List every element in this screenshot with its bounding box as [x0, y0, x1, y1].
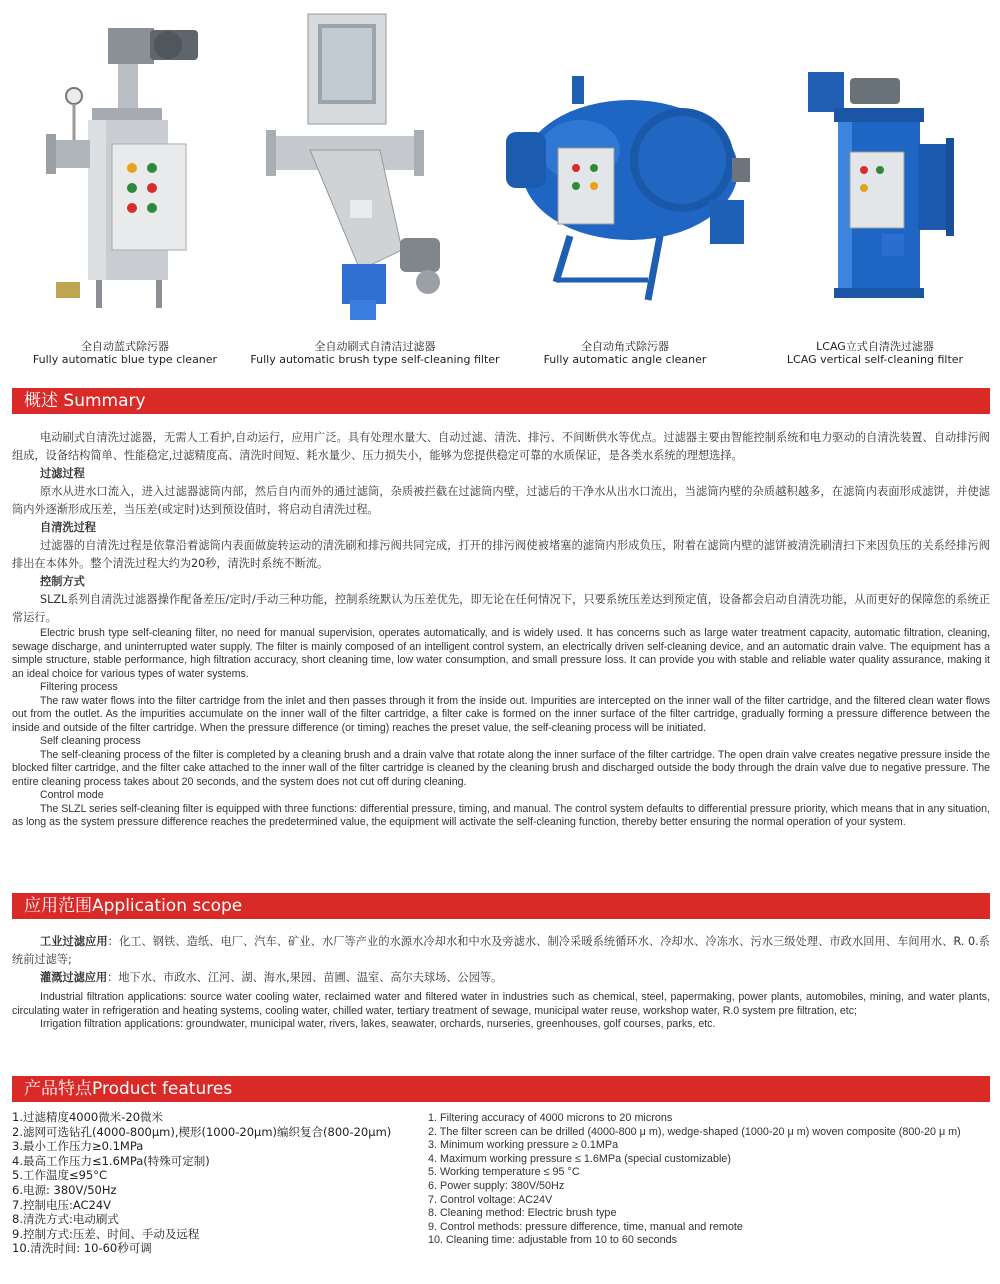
summary-en-filtering: The raw water flows into the filter cartridge from the inlet and then passes through it from the inside out. Impurities are intercepted on the inner wall of the filter cartridge, and the filtered clean water flows out from the outlet. As the impurities accumulate on the inner wall of the filter cartridge, a filter cake is formed on the inner surface of the filter cartridge, gradually forming a pressure difference between the inside and outside of the filter cartridge. When the pressure difference (or timing) reaches the preset value, the self-cleaning process will be initiated.: [12, 694, 990, 734]
product-1-name-en: Fully automatic blue type cleaner: [32, 353, 218, 366]
summary-en-heading-control: Control mode: [40, 789, 104, 801]
feature-zh-item: 4.最高工作压力≤1.6MPa(特殊可定制): [12, 1153, 210, 1168]
feature-en-item: 5. Working temperature ≤ 95 °C: [428, 1166, 580, 1179]
product-3-name-zh: 全自动角式除污器: [581, 340, 669, 353]
application-body: [12, 933, 990, 1032]
product-1-image: [0, 0, 250, 340]
product-2-image: [250, 0, 500, 340]
application-en-irrigation: [12, 1018, 990, 1032]
summary-banner: 概述 Summary: [12, 388, 990, 414]
feature-zh-item: 10.清洗时间: 10-60秒可调: [12, 1241, 152, 1256]
application-zh-irrigation: [12, 969, 990, 987]
features-banner: 产品特点Product features: [12, 1076, 990, 1102]
feature-en-item: 7. Control voltage: AC24V: [428, 1193, 553, 1206]
product-4-name-en: LCAG vertical self-cleaning filter: [786, 353, 964, 366]
product-2: [250, 0, 500, 375]
product-1-name-zh: 全自动蓝式除污器: [81, 340, 169, 353]
summary-body: [12, 429, 990, 830]
feature-zh-item: 5.工作温度≤95°C: [12, 1168, 108, 1183]
feature-zh-item: 9.控制方式:压差、时间、手动及远程: [12, 1226, 200, 1241]
summary-zh-heading-filtering: 过滤过程: [40, 467, 85, 480]
features-zh-list: [12, 1110, 422, 1256]
feature-en-item: 6. Power supply: 380V/50Hz: [428, 1179, 565, 1192]
feature-en-item: 10. Cleaning time: adjustable from 10 to 60 seconds: [428, 1234, 678, 1247]
product-2-name-zh: 全自动刷式自清洁过滤器: [314, 340, 436, 353]
feature-en-item: 9. Control methods: pressure difference, time, manual and remote: [428, 1220, 743, 1233]
application-zh-irrigation-text: ：地下水、市政水、江河、湖、海水,果园、苗圃、温室、高尔夫球场、公园等。: [107, 971, 503, 984]
product-4-image: [750, 0, 1000, 340]
feature-zh-item: 6.电源: 380V/50Hz: [12, 1182, 117, 1197]
application-zh-irrigation-label: 灌溉过滤应用: [40, 971, 108, 984]
summary-en-heading-selfclean: Self cleaning process: [40, 735, 141, 747]
application-en-industrial-label: Industrial filtration applications: [40, 991, 184, 1003]
application-zh-industrial: [12, 933, 990, 969]
summary-zh-filtering: 原水从进水口流入，进入过滤器滤筒内部，然后自内而外的通过滤筒，杂质被拦截在过滤筒内壁，过滤后的干净水从出水口流出，当滤筒内壁的杂质越积越多，在滤筒内表面形成滤饼，并使滤筒内外逐渐形成压差，当压差(或定时)达到预设值时，将启动自清洗过程。: [12, 485, 990, 516]
application-en-irrigation-text: : groundwater, municipal water, rivers, lakes, seawater, orchards, nurseries, greenhouses, golf courses, parks, etc.: [180, 1018, 716, 1030]
application-zh-industrial-text: ：化工、钢铁、造纸、电厂、汽车、矿业、水厂等产业的水源水冷却水和中水及旁滤水、制冷采暖系统循环水、冷却水、冷冻水、污水三级处理、市政水回用、车间用水、R. 0.系统前过滤等;: [12, 935, 990, 966]
feature-zh-item: 7.控制电压:AC24V: [12, 1197, 112, 1212]
product-3-name-en: Fully automatic angle cleaner: [543, 353, 707, 366]
application-zh-industrial-label: 工业过滤应用: [40, 935, 108, 948]
product-1: [0, 0, 250, 375]
product-4: [750, 0, 1000, 375]
summary-zh-selfclean: 过滤器的自清洗过程是依靠沿着滤筒内表面做旋转运动的清洗刷和排污阀共同完成，打开的排污阀使被堵塞的滤筒内形成负压，附着在滤筒内壁的滤饼被清洗刷清扫下来因负压的关系经排污阀排出在本体外。整个清洗过程大约为20秒，清洗时系统不断流。: [12, 539, 990, 570]
summary-en-selfclean: The self-cleaning process of the filter is completed by a cleaning brush and a drain valve that rotate along the inner surface of the filter cartridge. The open drain valve creates negative pressure inside the blocked filter cartridge, and the filter cake attached to the inner wall of the filter cartridge is cleaned by the cleaning brush and discharged outside the body through the drain valve due to negative pressure. The entire cleaning process takes about 20 seconds, and the system does not cut off during cleaning.: [12, 748, 990, 788]
summary-en-control: The SLZL series self-cleaning filter is equipped with three functions: differential pressure, timing, and manual. The control system defaults to differential pressure priority, which means that in any situation, as long as the system pressure difference reaches the predetermined value, the equipment will activate the self-cleaning function, thereby better ensuring the normal operation of your system.: [12, 802, 990, 828]
summary-zh-intro: 电动刷式自清洗过滤器，无需人工看护,自动运行，应用广泛。具有处理水量大、自动过滤、清洗、排污、不间断供水等优点。过滤器主要由智能控制系统和电力驱动的自清洗装置、自动排污阀组成，设备结构简单、性能稳定,过滤精度高、清洗时间短、耗水量少、压力损失小，能够为您提供稳定可靠的水质保证，是各类水系统的理想选择。: [12, 431, 990, 462]
application-en-industrial: [12, 991, 990, 1018]
summary-zh-heading-control: 控制方式: [40, 575, 85, 588]
product-3-image: [500, 0, 750, 340]
product-3: [500, 0, 750, 375]
feature-zh-item: 1.过滤精度4000微米-20微米: [12, 1110, 164, 1124]
application-en-industrial-text: : source water cooling water, reclaimed water and filtered water in industries such as chemical, steel, papermaking, power plants, automobiles, mining, and water plants, circulating water in refrigeration and heating systems, cooling water, chilled water, tertiary treatment of sewage, municipal water reuse, workshop water, R.0 system pre filtration, etc;: [12, 991, 991, 1017]
feature-en-item: 2. The filter screen can be drilled (4000-800 μ m), wedge-shaped (1000-20 μ m) woven composite (800-20 μ m): [428, 1125, 961, 1138]
feature-en-item: 4. Maximum working pressure ≤ 1.6MPa (special customizable): [428, 1152, 731, 1165]
summary-zh-heading-selfclean: 自清洗过程: [40, 521, 96, 534]
features-en-list: [428, 1112, 990, 1248]
feature-en-item: 8. Cleaning method: Electric brush type: [428, 1207, 617, 1220]
summary-en-intro: Electric brush type self-cleaning filter, no need for manual supervision, operates automatically, and is widely used. It has concerns such as large water treatment capacity, automatic filtration, cleaning, sewage discharge, and uninterrupted water supply. The filter is mainly composed of an intelligent control system, an electrically driven self-cleaning device, and an automatic drain valve. The equipment has a simple structure, stable performance, high filtration accuracy, short cleaning time, low water consumption, and small pressure loss. It can provide you with stable and reliable water quality assurance, making it an ideal choice for various types of water systems.: [12, 627, 990, 680]
product-gallery: [0, 0, 1000, 375]
summary-zh-control: SLZL系列自清洗过滤器操作配备差压/定时/手动三种功能，控制系统默认为压差优先，即无论在任何情况下，只要系统压差达到预定值，设备都会启动自清洗功能，从而更好的保障您的系统正常运行。: [12, 593, 990, 624]
product-2-name-en: Fully automatic brush type self-cleaning filter: [250, 353, 500, 366]
feature-zh-item: 3.最小工作压力≥0.1MPa: [12, 1139, 144, 1154]
product-4-name-zh: LCAG立式自清洗过滤器: [816, 340, 934, 353]
application-banner: 应用范围Application scope: [12, 893, 990, 919]
feature-zh-item: 8.清洗方式:电动刷式: [12, 1212, 119, 1227]
summary-en-heading-filtering: Filtering process: [40, 681, 118, 693]
feature-en-item: 3. Minimum working pressure ≥ 0.1MPa: [428, 1139, 619, 1152]
feature-en-item: 1. Filtering accuracy of 4000 microns to 20 microns: [428, 1112, 673, 1124]
application-en-irrigation-label: Irrigation filtration applications: [40, 1018, 181, 1030]
feature-zh-item: 2.滤网可选钻孔(4000-800μm),楔形(1000-20μm)编织复合(800-20μm): [12, 1124, 392, 1139]
